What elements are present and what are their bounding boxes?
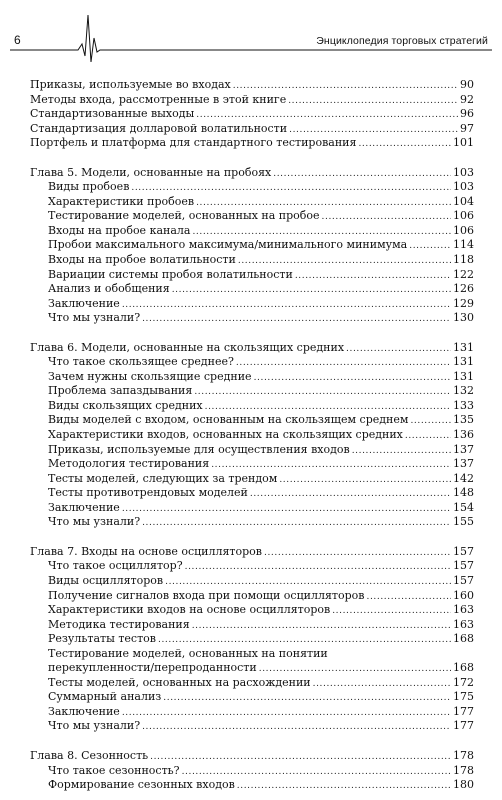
toc-entry-title: Тесты противотрендовых моделей [48,486,248,500]
toc-entry-page: 154 [453,500,474,514]
toc-entry-title: Методика тестирования [48,617,190,631]
toc-entry-title: Глава 5. Модели, основанные на пробоях [30,165,272,179]
toc-heading-entry[interactable] [30,545,474,560]
toc-heading-entry[interactable] [30,749,474,764]
dot-leader [142,312,451,327]
toc-entry-title: Входы на пробое волатильности [48,253,236,267]
toc-entry-title: Пробои максимального максимума/минимального минимума [48,238,408,252]
toc-entry-page: 135 [453,413,474,427]
toc-heading-entry[interactable] [30,136,474,151]
toc-entry[interactable] [30,690,474,705]
toc-entry[interactable] [30,486,474,501]
dot-leader [250,487,451,502]
toc-entry[interactable] [30,618,474,633]
toc-entry-title: Что такое осциллятор? [48,559,183,573]
dot-leader [273,167,451,182]
toc-heading-entry[interactable] [30,341,474,356]
dot-leader [332,604,451,619]
dot-leader [211,458,451,473]
toc-entry-title: Виды моделей с входом, основанным на скользящем среднем [48,413,409,427]
toc-entry[interactable] [30,282,474,297]
dot-leader [196,196,451,211]
dot-leader [122,298,451,313]
toc-entry[interactable] [30,647,474,662]
dot-leader [279,473,451,488]
toc-entry[interactable] [30,705,474,720]
toc-entry[interactable] [30,603,474,618]
dot-leader [194,385,451,400]
toc-entry[interactable] [30,778,474,793]
toc-entry-title: Проблема запаздывания [48,384,193,398]
toc-entry-page: 177 [453,719,474,733]
toc-entry-title: Тестирование моделей, основанных на понятии [48,646,328,660]
toc-entry-page: 131 [453,355,474,369]
toc-entry[interactable] [30,661,474,676]
dot-leader [182,765,451,780]
toc-heading-entry[interactable] [30,122,474,137]
toc-entry[interactable] [30,384,474,399]
toc-entry-title: Методология тестирования [48,457,210,471]
page-header [0,0,502,62]
toc-entry-title: Тесты моделей, основанных на расхождении [48,675,311,689]
toc-entry-page: 163 [453,603,474,617]
toc-entry[interactable] [30,589,474,604]
dot-leader [358,137,451,152]
toc-entry-title: Входы на пробое канала [48,223,191,237]
toc-entry-title: Что мы узнали? [48,719,141,733]
dot-leader [238,254,451,269]
toc-entry-page: 103 [453,180,474,194]
toc-entry-page: 136 [453,428,474,442]
toc-heading-entry[interactable] [30,107,474,122]
toc-entry-page: 122 [453,267,474,281]
toc-entry[interactable] [30,574,474,589]
toc-entry-title: Виды скользящих средних [48,398,203,412]
toc-entry[interactable] [30,428,474,443]
group-spacer [30,151,474,166]
toc-heading-entry[interactable] [30,93,474,108]
dot-leader [254,371,451,386]
dot-leader [322,210,451,225]
dot-leader [259,662,451,677]
toc-entry-page: 131 [453,369,474,383]
toc-entry-page: 103 [453,165,474,179]
toc-entry-page: 114 [453,238,474,252]
toc-entry-page: 96 [460,107,474,121]
toc-heading-entry[interactable] [30,166,474,181]
dot-leader [289,123,458,138]
dot-leader [165,575,451,590]
dot-leader [313,677,451,692]
toc-entry[interactable] [30,355,474,370]
toc-entry-title: Получение сигналов входа при помощи осцилляторов [48,588,365,602]
toc-entry-page: 97 [460,121,474,135]
dot-leader [295,269,451,284]
toc-entry-title: Виды пробоев [48,180,130,194]
toc-entry-page: 126 [453,282,474,296]
toc-entry[interactable] [30,764,474,779]
toc-entry-title: Анализ и обобщения [48,282,170,296]
toc-entry-page: 131 [453,340,474,354]
group-spacer [30,530,474,545]
heartbeat-rule [0,0,502,62]
toc-entry-page: 106 [453,223,474,237]
toc-entry[interactable] [30,719,474,734]
toc-entry-title: Портфель и платформа для стандартного тестирования [30,136,357,150]
toc-entry-page: 106 [453,209,474,223]
toc-entry-title: Характеристики входов на основе осцилляторов [48,603,331,617]
toc-entry-page: 142 [453,471,474,485]
toc-entry-title: Глава 6. Модели, основанные на скользящих средних [30,340,345,354]
toc-entry[interactable] [30,238,474,253]
toc-entry-title: Тестирование моделей, основанных на пробое [48,209,320,223]
dot-leader [192,619,451,634]
toc-entry-title: Зачем нужны скользящие средние [48,369,252,383]
dot-leader [288,94,458,109]
dot-leader [409,239,451,254]
toc-entry[interactable] [30,399,474,414]
dot-leader [205,400,451,415]
dot-leader [122,502,451,517]
dot-leader [131,181,451,196]
toc-entry-page: 130 [453,311,474,325]
dot-leader [142,720,451,735]
toc-entry[interactable] [30,472,474,487]
dot-leader [163,691,451,706]
toc-entry-title: Виды осцилляторов [48,573,164,587]
toc-entry-page: 133 [453,398,474,412]
toc-entry[interactable] [30,311,474,326]
toc-entry-title: Тесты моделей, следующих за трендом [48,471,278,485]
dot-leader [196,108,458,123]
dot-leader [158,633,451,648]
toc-entry-title: Глава 7. Входы на основе осцилляторов [30,544,262,558]
toc-entry-page: 90 [460,78,474,91]
toc-entry-title: Заключение [48,296,120,310]
toc-entry-title: Что мы узнали? [48,311,141,325]
toc-entry[interactable] [30,632,474,647]
toc-entry-title: Приказы, используемые для осуществления входов [48,442,350,456]
toc-entry-title: Заключение [48,704,120,718]
toc-entry-page: 172 [453,675,474,689]
toc-entry-title: Методы входа, рассмотренные в этой книге [30,92,287,106]
toc-entry[interactable] [30,224,474,239]
toc-entry-title: Приказы, используемые во входах [30,78,231,91]
toc-entry-page: 137 [453,442,474,456]
toc-entry-page: 137 [453,457,474,471]
dot-leader [150,750,451,765]
toc-entry-title: Формирование сезонных входов [48,778,235,792]
toc-entry[interactable] [30,253,474,268]
toc-entry-title: Стандартизация долларовой волатильности [30,121,288,135]
toc-entry-title: перекупленности/перепроданности [48,661,257,675]
dot-leader [346,342,451,357]
toc-entry-title: Результаты тестов [48,632,156,646]
dot-leader [185,560,451,575]
toc-entry-title: Что такое скользящее среднее? [48,355,234,369]
toc-entry-page: 157 [453,573,474,587]
dot-leader [352,444,451,459]
dot-leader [405,429,451,444]
toc-entry-title: Стандартизованные выходы [30,107,195,121]
page-number: 6 [14,33,21,47]
toc-entry-page: 177 [453,704,474,718]
toc-entry[interactable] [30,297,474,312]
toc-entry-page: 178 [453,748,474,762]
toc-entry[interactable] [30,180,474,195]
toc-entry[interactable] [30,501,474,516]
toc-entry-page: 168 [453,632,474,646]
dot-leader [366,590,451,605]
dot-leader [236,356,451,371]
group-spacer [30,734,474,749]
toc-entry-page: 175 [453,690,474,704]
dot-leader [264,546,451,561]
toc-entry[interactable] [30,676,474,691]
toc-entry-page: 101 [453,136,474,150]
toc-entry-page: 92 [460,92,474,106]
toc-entry-title: Что мы узнали? [48,515,141,529]
dot-leader [142,516,451,531]
toc-entry-title: Суммарный анализ [48,690,162,704]
toc-entry[interactable] [30,209,474,224]
dot-leader [233,79,458,94]
toc-entry[interactable] [30,370,474,385]
toc-entry-page: 168 [453,661,474,675]
toc-entry-title: Вариации системы пробоя волатильности [48,267,293,281]
dot-leader [410,414,451,429]
toc-entry-page: 180 [453,778,474,792]
toc-entry[interactable] [30,195,474,210]
toc-entry-page: 160 [453,588,474,602]
toc-entry-title: Характеристики пробоев [48,194,195,208]
toc-entry[interactable] [30,515,474,530]
toc-entry-title: Заключение [48,500,120,514]
toc-entry[interactable] [30,413,474,428]
dot-leader [192,225,451,240]
toc-entry-page: 118 [453,253,474,267]
running-title: Энциклопедия торговых стратегий [316,35,488,47]
toc-entry-page: 132 [453,384,474,398]
dot-leader [122,706,451,721]
toc-entry-page: 157 [453,544,474,558]
toc-entry[interactable] [30,443,474,458]
toc-entry-page: 129 [453,296,474,310]
dot-leader [172,283,451,298]
toc-entry[interactable] [30,457,474,472]
toc-heading-entry[interactable] [30,78,474,93]
toc-entry-title: Глава 8. Сезонность [30,748,149,762]
table-of-contents [30,78,474,793]
toc-entry-page: 155 [453,515,474,529]
toc-entry[interactable] [30,559,474,574]
toc-entry-page: 104 [453,194,474,208]
toc-entry-page: 163 [453,617,474,631]
dot-leader [237,779,451,794]
toc-entry-page: 157 [453,559,474,573]
group-spacer [30,326,474,341]
toc-entry-title: Характеристики входов, основанных на скользящих средних [48,428,403,442]
toc-entry-page: 178 [453,763,474,777]
toc-entry[interactable] [30,268,474,283]
toc-entry-title: Что такое сезонность? [48,763,180,777]
toc-entry-page: 148 [453,486,474,500]
